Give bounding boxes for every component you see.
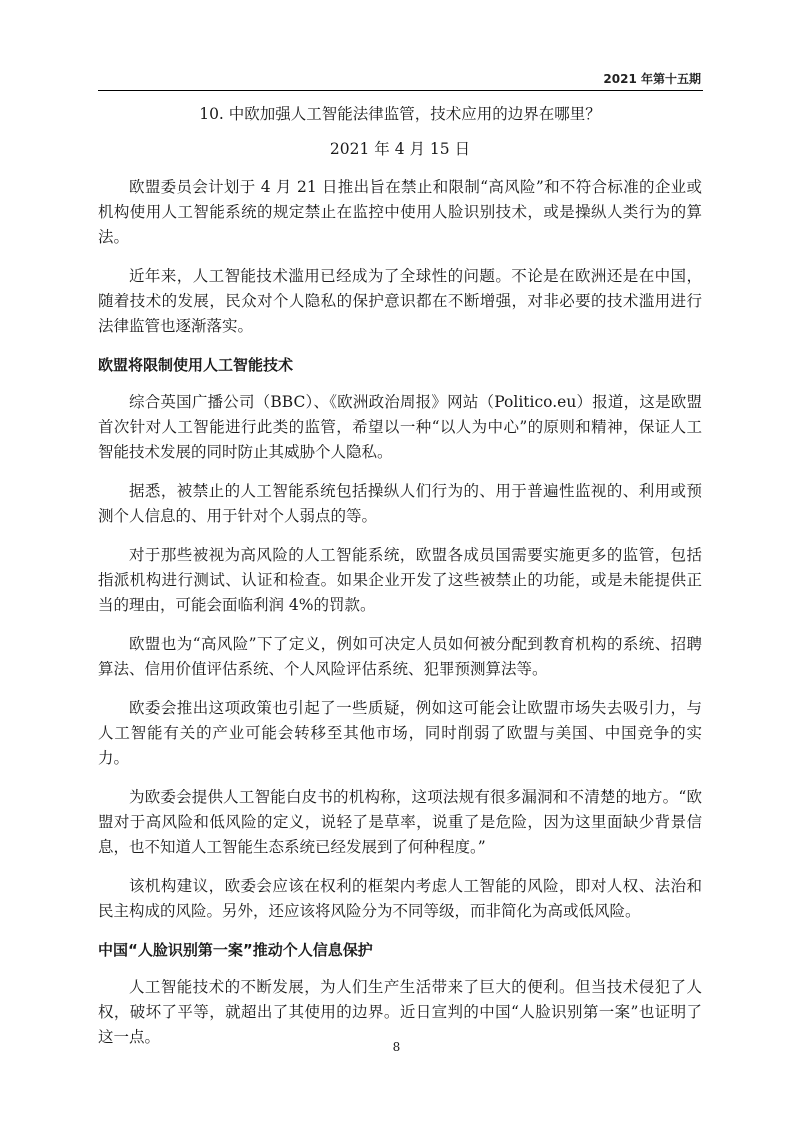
section-heading: 欧盟将限制使用人工智能技术 (98, 356, 294, 374)
article-body (98, 100, 702, 1050)
article-date: 2021 年 4 月 15 日 (329, 140, 471, 158)
paragraph: 对于那些被视为高风险的人工智能系统，欧盟各成员国需要实施更多的监管，包括指派机构进行测试、认证和检查。如果企业开发了这些被禁止的功能，或是未能提供正当的理由，可能会面临利润 4%的罚款。 (98, 546, 702, 614)
paragraph: 欧盟也为“高风险”下了定义，例如可决定人员如何被分配到教育机构的系统、招聘算法、信用价值评估系统、个人风险评估系统、犯罪预测算法等。 (98, 635, 702, 678)
article-title: 10. 中欧加强人工智能法律监管，技术应用的边界在哪里？ (199, 105, 601, 123)
paragraph: 人工智能技术的不断发展，为人们生产生活带来了巨大的便利。但当技术侵犯了人权，破坏了平等，就超出了其使用的边界。近日宣判的中国“人脸识别第一案”也证明了这一点。 (98, 978, 702, 1046)
paragraph: 该机构建议，欧委会应该在权利的框架内考虑人工智能的风险，即对人权、法治和民主构成的风险。另外，还应该将风险分为不同等级，而非简化为高或低风险。 (98, 877, 702, 920)
section-heading: 中国“人脸识别第一案”推动个人信息保护 (98, 941, 373, 959)
page-number: 8 (392, 1040, 401, 1054)
paragraph: 欧盟委员会计划于 4 月 21 日推出旨在禁止和限制“高风险”和不符合标准的企业或机构使用人工智能系统的规定禁止在监控中使用人脸识别技术，或是操纵人类行为的算法。 (98, 178, 702, 246)
paragraph: 欧委会推出这项政策也引起了一些质疑，例如这可能会让欧盟市场失去吸引力，与人工智能有关的产业可能会转移至其他市场，同时削弱了欧盟与美国、中国竞争的实力。 (98, 699, 702, 767)
paragraph: 为欧委会提供人工智能白皮书的机构称，这项法规有很多漏洞和不清楚的地方。“欧盟对于高风险和低风险的定义，说轻了是草率，说重了是危险，因为这里面缺少背景信息，也不知道人工智能生态系统已经发展到了何种程度。” (98, 788, 702, 856)
header-rule (98, 90, 703, 91)
issue-label: 2021 年第十五期 (603, 72, 701, 86)
paragraph: 综合英国广播公司（BBC）、《欧洲政治周报》网站（Politico.eu）报道，这是欧盟首次针对人工智能进行此类的监管，希望以一种“以人为中心”的原则和精神，保证人工智能技术发展的同时防止其威胁个人隐私。 (98, 393, 702, 461)
paragraph: 近年来，人工智能技术滥用已经成为了全球性的问题。不论是在欧洲还是在中国，随着技术的发展，民众对个人隐私的保护意识都在不断增强，对非必要的技术滥用进行法律监管也逐渐落实。 (98, 267, 702, 335)
paragraph: 据悉，被禁止的人工智能系统包括操纵人们行为的、用于普遍性监视的、利用或预测个人信息的、用于针对个人弱点的等。 (98, 482, 702, 525)
